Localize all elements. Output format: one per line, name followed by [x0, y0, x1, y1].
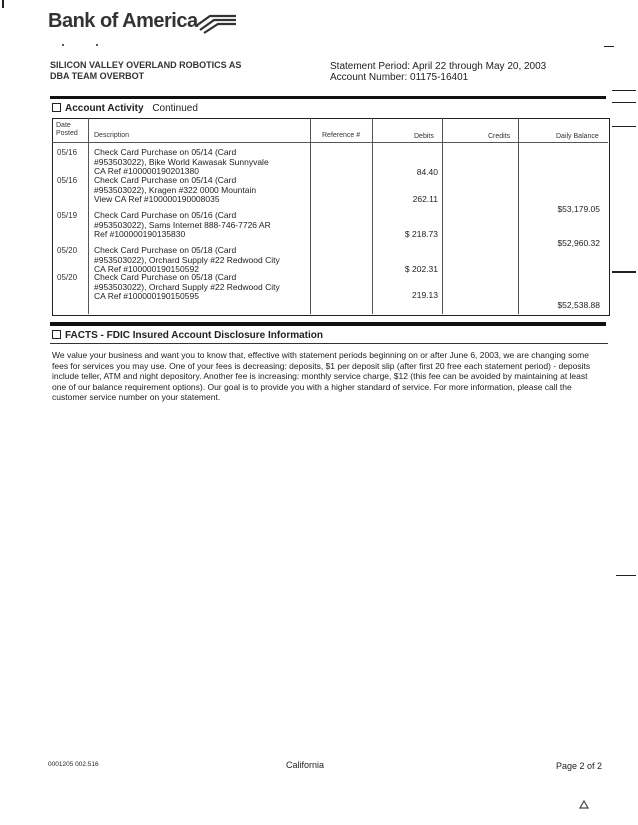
margin-mark — [612, 271, 636, 273]
footer-page: Page 2 of 2 — [556, 761, 603, 771]
row-balance: $52,538.88 — [557, 300, 600, 310]
row-desc-line: Ref #100000190135830 — [94, 229, 186, 239]
header-credits: Credits — [488, 133, 511, 140]
row-date: 05/20 — [57, 246, 78, 255]
row-description — [94, 148, 269, 177]
speck — [62, 44, 64, 46]
continued-label: Continued — [152, 103, 198, 114]
row-date: 05/19 — [57, 211, 78, 220]
margin-mark — [604, 46, 614, 47]
row-debit: $ 202.31 — [404, 264, 438, 274]
account-activity-heading — [52, 103, 198, 114]
facts-heading — [52, 330, 323, 341]
header-rule — [52, 142, 608, 143]
row-desc-line: CA Ref #100000190150592 — [94, 264, 199, 274]
row-debit: 219.13 — [412, 290, 438, 300]
row-description — [94, 211, 271, 240]
row-desc-line: Check Card Purchase on 05/14 (Card — [94, 175, 237, 185]
statement-period: Statement Period: April 22 through May 20, 2003 — [330, 61, 547, 72]
row-desc-line: CA Ref #100000190150595 — [94, 291, 199, 301]
account-activity-title: Account Activity — [65, 103, 144, 114]
row-description — [94, 246, 280, 275]
bank-logo-text: Bank of America — [48, 10, 198, 32]
row-desc-line: #953503022), Sams Internet 888-746-7726 AR — [94, 219, 271, 230]
margin-mark — [612, 102, 636, 103]
col-divider — [442, 118, 443, 314]
header-reference: Reference # — [322, 132, 361, 139]
row-desc-line: #953503022), Bike World Kawasak Sunnyvale — [94, 156, 269, 167]
checkbox-icon — [52, 330, 61, 339]
row-desc-line: #953503022), Kragen #322 0000 Mountain — [94, 184, 257, 195]
header-debits: Debits — [414, 133, 434, 140]
checkbox-icon — [52, 103, 61, 112]
row-description — [94, 273, 280, 302]
row-debit: 262.11 — [412, 194, 438, 204]
facts-title: FACTS - FDIC Insured Account Disclosure Information — [65, 330, 323, 341]
row-desc-line: Check Card Purchase on 05/14 (Card — [94, 147, 237, 157]
account-holder-line2: DBA TEAM OVERBOT — [50, 71, 145, 81]
margin-mark — [612, 126, 636, 127]
account-holder-line1: SILICON VALLEY OVERLAND ROBOTICS AS — [50, 60, 242, 70]
row-date: 05/16 — [57, 148, 78, 157]
margin-mark — [612, 90, 636, 91]
header-date: Date Posted — [56, 122, 78, 137]
row-desc-line: Check Card Purchase on 05/18 (Card — [94, 245, 237, 255]
recycle-icon — [578, 800, 590, 811]
row-date: 05/20 — [57, 273, 78, 282]
row-debit: 84.40 — [416, 167, 438, 177]
row-desc-line: #953503022), Orchard Supply #22 Redwood City — [94, 281, 280, 292]
account-holder — [50, 60, 241, 82]
row-description — [94, 176, 256, 205]
header-description: Description — [94, 132, 130, 139]
col-divider — [518, 118, 519, 314]
margin-mark — [2, 0, 4, 8]
row-balance: $52,960.32 — [557, 238, 600, 248]
col-divider — [372, 118, 373, 314]
margin-mark — [616, 575, 636, 576]
statement-info — [330, 61, 546, 83]
facts-rule — [50, 343, 608, 344]
row-balance: $53,179.05 — [557, 204, 600, 214]
speck — [96, 44, 98, 46]
account-number: Account Number: 01175-16401 — [330, 72, 469, 83]
header-balance: Daily Balance — [556, 133, 599, 140]
footer-state: California — [286, 760, 325, 770]
row-desc-line: Check Card Purchase on 05/16 (Card — [94, 210, 237, 220]
section-divider — [50, 96, 606, 99]
facts-body: We value your business and want you to know that, effective with statement periods beginning on or after June 6, 2003, we are changing some fees for services you may use. One of your fees is decreasing: deposits, $1 per deposit slip (after first 20 free each statement period) - deposits include teller, ATM and night depository. Another fee is increasing: monthly service charge, $12 (this fee can be avoided by maintaining at least one of our balance requirement options). Our goal is to provide you with a higher standard of service. For more information, please call the customer service number on your statement. — [52, 350, 591, 402]
row-desc-line: View CA Ref #100000190008035 — [94, 194, 220, 204]
section-divider — [50, 322, 606, 326]
col-divider — [88, 118, 89, 314]
bank-flag-logo-icon — [192, 12, 238, 34]
row-desc-line: CA Ref #100000190201380 — [94, 166, 199, 176]
col-divider — [310, 118, 311, 314]
row-date: 05/16 — [57, 176, 78, 185]
row-desc-line: Check Card Purchase on 05/18 (Card — [94, 272, 237, 282]
row-debit: $ 218.73 — [404, 229, 438, 239]
row-desc-line: #953503022), Orchard Supply #22 Redwood City — [94, 254, 280, 265]
footer-code: 0001205 002.516 — [48, 761, 99, 768]
